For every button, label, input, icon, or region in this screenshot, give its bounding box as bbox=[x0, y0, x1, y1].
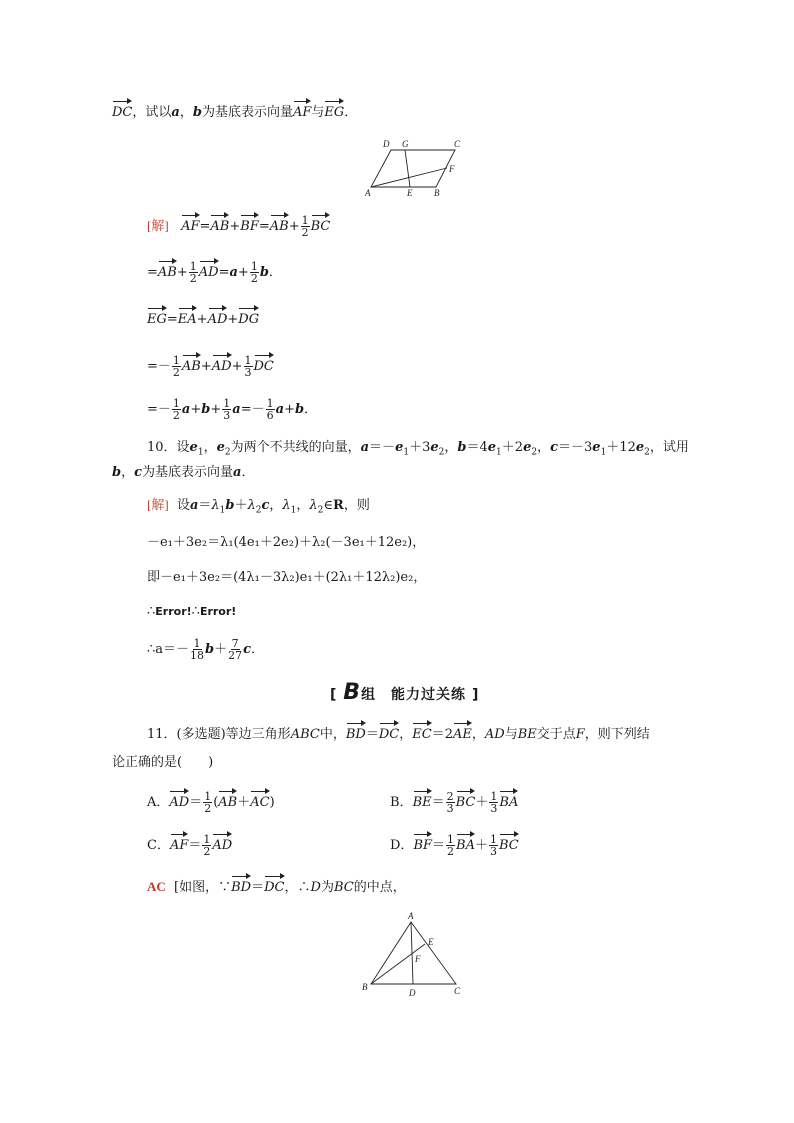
solution10-line1: [解] 设$a=\lambda_1b+\lambda_2c$，$\lambda_1$，$\lambda_2\in R$，则 bbox=[147, 497, 370, 516]
answer-label: AC bbox=[147, 879, 166, 894]
problem10-line2: b，c为基底表示向量a． bbox=[112, 465, 255, 480]
problem11-line1: 11．(多选题)等边三角形ABC中，BD＝DC，EC＝2AE，AD与BE交于点F，则下列结 bbox=[147, 720, 650, 746]
fig1-label-C: C bbox=[454, 139, 461, 149]
fig2-label-C: C bbox=[454, 986, 461, 996]
fig2-label-F: F bbox=[415, 954, 421, 964]
parallelogram-figure bbox=[360, 135, 470, 200]
problem9-line: DC，试以a，b为基底表示向量AF与EG． bbox=[112, 98, 357, 124]
option-D[interactable]: D．BF＝ $\frac{1}{2}$ BA＋ $\frac{1}{3}$ BC bbox=[390, 833, 519, 858]
problem11-line2: 论正确的是( ) bbox=[112, 755, 214, 770]
solution9-line1: [解] AF=AB+BF=AB+ $\frac{1}{2}$ BC bbox=[147, 214, 331, 239]
option-B[interactable]: B．BE＝ $\frac{2}{3}$ BC＋ $\frac{1}{3}$ BA bbox=[390, 790, 519, 815]
fig1-label-E: E bbox=[407, 188, 413, 198]
option-C[interactable]: C．AF＝ $\frac{1}{2}$ AD bbox=[147, 833, 233, 858]
fig1-label-G: G bbox=[402, 139, 409, 149]
solution10-line4: ∴Error!∴Error! bbox=[147, 604, 237, 619]
fig1-label-F: F bbox=[449, 164, 455, 174]
fig1-label-D: D bbox=[383, 139, 390, 149]
solution10-line2: －e₁＋3e₂＝λ₁(4e₁＋2e₂)＋λ₂(－3e₁＋12e₂)， bbox=[147, 535, 426, 550]
solution10-line3: 即－e₁＋3e₂＝(4λ₁－3λ₂)e₁＋(2λ₁＋12λ₂)e₂， bbox=[147, 570, 427, 585]
section-b-heading: [ B组 能力过关练 ] bbox=[330, 680, 480, 705]
triangle-figure bbox=[360, 910, 470, 1002]
solution-tag: [解] bbox=[147, 218, 169, 233]
solution9-line4: =－ $\frac{1}{2}$ AB+AD+ $\frac{1}{3}$ DC bbox=[147, 354, 274, 379]
vector-DC: DC bbox=[112, 98, 132, 124]
fig2-label-E: E bbox=[428, 937, 434, 947]
answer11-line: AC [如图，∵BD＝DC，∴D为BC的中点， bbox=[147, 873, 406, 899]
solution9-line2: =AB+ $\frac{1}{2}$ AD=a+ $\frac{1}{2}$ b． bbox=[147, 260, 282, 285]
vector-EG: EG bbox=[324, 98, 344, 124]
fig2-label-D: D bbox=[409, 988, 416, 998]
solution10-line5: ∴a＝－ $\frac{1}{18}$ b＋ $\frac{7}{27}$ c． bbox=[147, 637, 265, 662]
solution9-line3: EG=EA+AD+DG bbox=[147, 305, 259, 331]
fig1-label-B: B bbox=[434, 188, 440, 198]
option-A[interactable]: A．AD＝ $\frac{1}{2}$ (AB＋AC) bbox=[147, 790, 275, 815]
solution9-line5: =－ $\frac{1}{2}$ a+b+ $\frac{1}{3}$ a=－ $\frac{1}{6}$ a+b． bbox=[147, 397, 318, 422]
fig1-label-A: A bbox=[365, 188, 371, 198]
fig2-label-B: B bbox=[362, 982, 368, 992]
problem10-line1: 10．设$e_1$，$e_2$为两个不共线的向量，$a=-e_1+3e_2$，$b=4e_1+2e_2$，$c=-3e_1+12e_2$，试用 bbox=[147, 440, 689, 458]
fig2-label-A: A bbox=[408, 911, 414, 921]
vector-AF: AF bbox=[293, 98, 311, 124]
